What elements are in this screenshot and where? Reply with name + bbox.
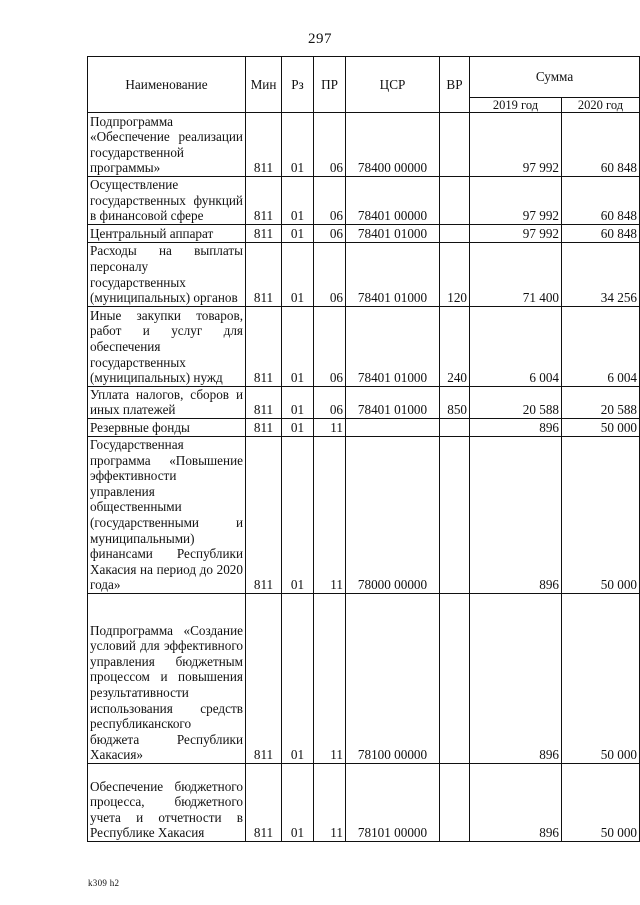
row-pr: 06	[314, 242, 346, 306]
row-sum-2020: 60 848	[562, 113, 640, 177]
row-name: Обеспечение бюджетного процесса, бюджетного учета и отчетности в Республике Хакасия	[88, 763, 246, 841]
row-vr: 240	[440, 306, 470, 386]
row-csr: 78401 01000	[346, 386, 440, 418]
row-sum-2019: 97 992	[470, 177, 562, 225]
row-vr: 120	[440, 242, 470, 306]
row-pr: 11	[314, 593, 346, 763]
row-name: Подпрограмма «Обеспечение реализации государственной программы»	[88, 113, 246, 177]
row-csr: 78101 00000	[346, 763, 440, 841]
row-rz: 01	[282, 593, 314, 763]
row-name: Государственная программа «Повышение эффективности управления общественными (государственными и муниципальными) финансами Республики Хакасия на период до 2020 года»	[88, 436, 246, 593]
header-vr: ВР	[440, 57, 470, 113]
table-row	[88, 763, 640, 841]
row-csr: 78401 01000	[346, 242, 440, 306]
row-sum-2020: 20 588	[562, 386, 640, 418]
row-csr	[346, 418, 440, 436]
header-year-2020: 2020 год	[562, 98, 640, 113]
row-name: Осуществление государственных функций в финансовой сфере	[88, 177, 246, 225]
row-name: Уплата налогов, сборов и иных платежей	[88, 386, 246, 418]
row-min: 811	[246, 224, 282, 242]
row-sum-2020: 50 000	[562, 593, 640, 763]
row-sum-2019: 896	[470, 418, 562, 436]
table-row	[88, 593, 640, 763]
row-vr	[440, 113, 470, 177]
row-vr	[440, 177, 470, 225]
row-rz: 01	[282, 418, 314, 436]
row-rz: 01	[282, 242, 314, 306]
footer-code: k309 h2	[88, 878, 120, 888]
table-row	[88, 418, 640, 436]
table-row	[88, 224, 640, 242]
row-pr: 06	[314, 113, 346, 177]
header-name: Наименование	[88, 57, 246, 113]
table-body	[88, 113, 640, 842]
row-csr: 78401 01000	[346, 224, 440, 242]
table-row	[88, 306, 640, 386]
row-pr: 06	[314, 386, 346, 418]
row-sum-2020: 6 004	[562, 306, 640, 386]
table-row	[88, 113, 640, 177]
row-vr	[440, 418, 470, 436]
row-pr: 11	[314, 763, 346, 841]
row-min: 811	[246, 418, 282, 436]
row-name: Центральный аппарат	[88, 224, 246, 242]
header-min: Мин	[246, 57, 282, 113]
row-pr: 06	[314, 224, 346, 242]
row-vr: 850	[440, 386, 470, 418]
row-pr: 06	[314, 177, 346, 225]
row-vr	[440, 763, 470, 841]
header-pr: ПР	[314, 57, 346, 113]
row-min: 811	[246, 593, 282, 763]
row-min: 811	[246, 242, 282, 306]
row-sum-2019: 71 400	[470, 242, 562, 306]
table-row	[88, 242, 640, 306]
row-sum-2020: 50 000	[562, 418, 640, 436]
row-rz: 01	[282, 306, 314, 386]
table-header	[88, 57, 640, 113]
row-min: 811	[246, 436, 282, 593]
header-rz: Рз	[282, 57, 314, 113]
row-csr: 78400 00000	[346, 113, 440, 177]
row-rz: 01	[282, 763, 314, 841]
row-sum-2020: 50 000	[562, 763, 640, 841]
row-sum-2019: 97 992	[470, 113, 562, 177]
row-name: Расходы на выплаты персоналу государственных (муниципальных) органов	[88, 242, 246, 306]
row-name: Подпрограмма «Создание условий для эффективного управления бюджетным процессом и повышения результативности использования средств республиканского бюджета Республики Хакасия»	[88, 593, 246, 763]
row-csr: 78000 00000	[346, 436, 440, 593]
row-name: Резервные фонды	[88, 418, 246, 436]
header-year-2019: 2019 год	[470, 98, 562, 113]
budget-table	[87, 56, 640, 842]
row-sum-2020: 34 256	[562, 242, 640, 306]
row-vr	[440, 593, 470, 763]
row-rz: 01	[282, 436, 314, 593]
table-row	[88, 177, 640, 225]
table-row	[88, 436, 640, 593]
row-sum-2019: 896	[470, 763, 562, 841]
row-min: 811	[246, 177, 282, 225]
row-csr: 78401 01000	[346, 306, 440, 386]
header-csr: ЦСР	[346, 57, 440, 113]
page-number: 297	[308, 31, 332, 47]
row-sum-2020: 60 848	[562, 177, 640, 225]
row-vr	[440, 224, 470, 242]
header-sum: Сумма	[470, 57, 640, 98]
row-pr: 11	[314, 418, 346, 436]
row-min: 811	[246, 763, 282, 841]
row-sum-2019: 896	[470, 593, 562, 763]
row-name: Иные закупки товаров, работ и услуг для обеспечения государственных (муниципальных) нужд	[88, 306, 246, 386]
row-rz: 01	[282, 113, 314, 177]
row-sum-2019: 20 588	[470, 386, 562, 418]
row-rz: 01	[282, 224, 314, 242]
row-pr: 06	[314, 306, 346, 386]
table-row	[88, 386, 640, 418]
row-min: 811	[246, 386, 282, 418]
row-sum-2019: 6 004	[470, 306, 562, 386]
row-csr: 78401 00000	[346, 177, 440, 225]
row-rz: 01	[282, 177, 314, 225]
row-sum-2019: 97 992	[470, 224, 562, 242]
row-min: 811	[246, 113, 282, 177]
row-min: 811	[246, 306, 282, 386]
row-sum-2020: 60 848	[562, 224, 640, 242]
row-sum-2019: 896	[470, 436, 562, 593]
row-pr: 11	[314, 436, 346, 593]
row-vr	[440, 436, 470, 593]
row-sum-2020: 50 000	[562, 436, 640, 593]
row-rz: 01	[282, 386, 314, 418]
row-csr: 78100 00000	[346, 593, 440, 763]
